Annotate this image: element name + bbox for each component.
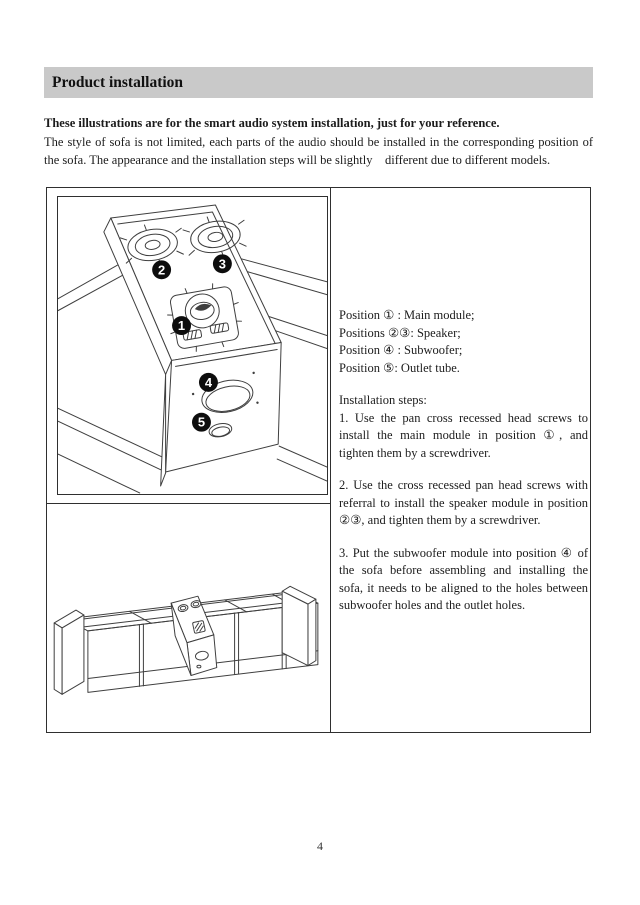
callout-badge-2 (152, 260, 171, 279)
installation-step-2: 2. Use the cross recessed pan head screws with referral to install the speaker module in position ②③, and tighten them by a screwdriver. (339, 478, 588, 527)
installation-step-3: 3. Put the subwoofer module into position ④ of the sofa before assembling and installing the sofa, it needs to be aligned to the holes between subwoofer holes and the outlet holes. (339, 545, 588, 612)
installation-step-1: 1. Use the pan cross recessed head screws to install the main module in position ①, and tighten them by a screwdriver. (339, 410, 588, 460)
position-line-4: Position ⑤: Outlet tube. (339, 360, 460, 375)
sofa-full-illustration (47, 504, 331, 732)
svg-text:3: 3 (218, 256, 226, 272)
section-header-bar (44, 67, 593, 98)
figure-text-column (332, 188, 592, 732)
position-line-2: Positions ②③: Speaker; (339, 325, 461, 340)
svg-text:4: 4 (204, 374, 213, 390)
section-title: Product installation (52, 73, 184, 91)
sofa-corner-illustration (58, 197, 327, 494)
svg-text:5: 5 (197, 414, 206, 430)
position-line-1: Position ① : Main module; (339, 308, 475, 322)
intro-body-text: The style of sofa is not limited, each parts of the audio should be installed in the corresponding position of the sofa. The appearance and the installation steps will be slightly different due to different models. (44, 135, 593, 167)
callout-badge-1 (172, 316, 191, 335)
figure-top-panel (57, 196, 328, 495)
sofa-right-end-board (282, 586, 316, 665)
position-line-3: Position ④ : Subwoofer; (339, 343, 463, 357)
figure-box (46, 187, 591, 733)
position-list (339, 307, 588, 377)
svg-text:1: 1 (177, 318, 186, 334)
callout-badge-5 (192, 413, 211, 432)
callout-badge-4 (199, 373, 218, 392)
figure-illustration-column (47, 188, 331, 732)
page-number: 4 (317, 839, 323, 853)
svg-text:2: 2 (158, 262, 166, 278)
intro-lead-text: These illustrations are for the smart audio system installation, just for your reference. (44, 116, 500, 130)
installation-steps-title: Installation steps: (339, 393, 427, 407)
callout-badge-3 (213, 254, 232, 273)
sofa-left-end-board (54, 610, 84, 694)
armrest-console (104, 205, 281, 486)
figure-bottom-panel (47, 504, 331, 732)
